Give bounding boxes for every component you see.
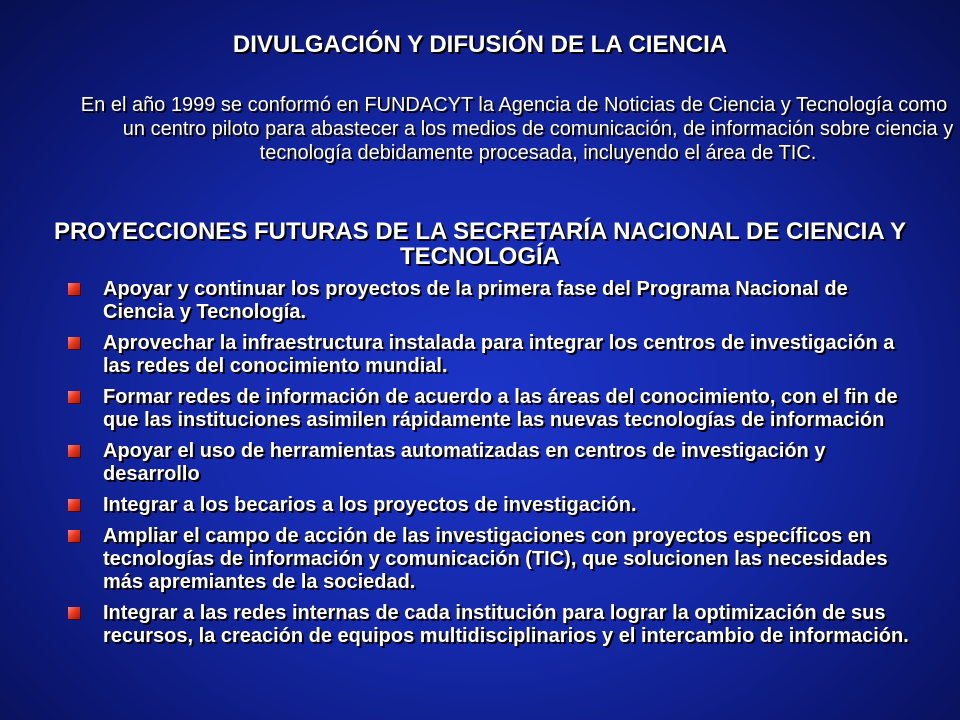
bullet-text: Formar redes de información de acuerdo a las áreas del conocimiento, con el fin de que las instituciones asimilen rápidamente las nuevas tecnologías de información [103,386,898,431]
bullet-text: Apoyar el uso de herramientas automatizadas en centros de investigación y desarrollo [103,440,826,485]
red-square-bullet-icon [68,445,80,457]
intro-paragraph: En el año 1999 se conformó en FUNDACYT la Agencia de Noticias de Ciencia y Tecnología como un centro piloto para abastecer a los medios de comunicación, de información sobre ciencia y tecnología debidamente procesada, incluyendo el área de TIC. [80,94,954,164]
red-square-bullet-icon [68,337,80,349]
slide-title: DIVULGACIÓN Y DIFUSIÓN DE LA CIENCIA [232,31,728,58]
bullet-text: Aprovechar la infraestructura instalada para integrar los centros de investigación a las redes del conocimiento mundial. [103,332,895,377]
bullet-item [68,602,918,648]
red-square-bullet-icon [68,607,80,619]
red-square-bullet-icon [68,530,80,542]
bullet-item [68,332,918,378]
red-square-bullet-icon [68,391,80,403]
red-square-bullet-icon [68,499,80,511]
bullet-item [68,278,918,324]
bullet-text: Apoyar y continuar los proyectos de la primera fase del Programa Nacional de Ciencia y Tecnología. [103,278,848,323]
bullet-item [68,525,918,594]
bullet-item [68,386,918,432]
bullet-list [68,278,918,656]
bullet-text: Ampliar el campo de acción de las investigaciones con proyectos específicos en tecnologías de información y comunicación (TIC), que solucionen las necesidades más apremiantes de la sociedad. [103,525,888,593]
bullet-item [68,494,918,517]
bullet-text: Integrar a los becarios a los proyectos de investigación. [103,494,637,516]
red-square-bullet-icon [68,283,80,295]
section-heading: PROYECCIONES FUTURAS DE LA SECRETARÍA NACIONAL DE CIENCIA Y TECNOLOGÍA [53,218,907,270]
bullet-text: Integrar a las redes internas de cada institución para lograr la optimización de sus recursos, la creación de equipos multidisciplinarios y el intercambio de información. [103,602,909,647]
bullet-item [68,440,918,486]
